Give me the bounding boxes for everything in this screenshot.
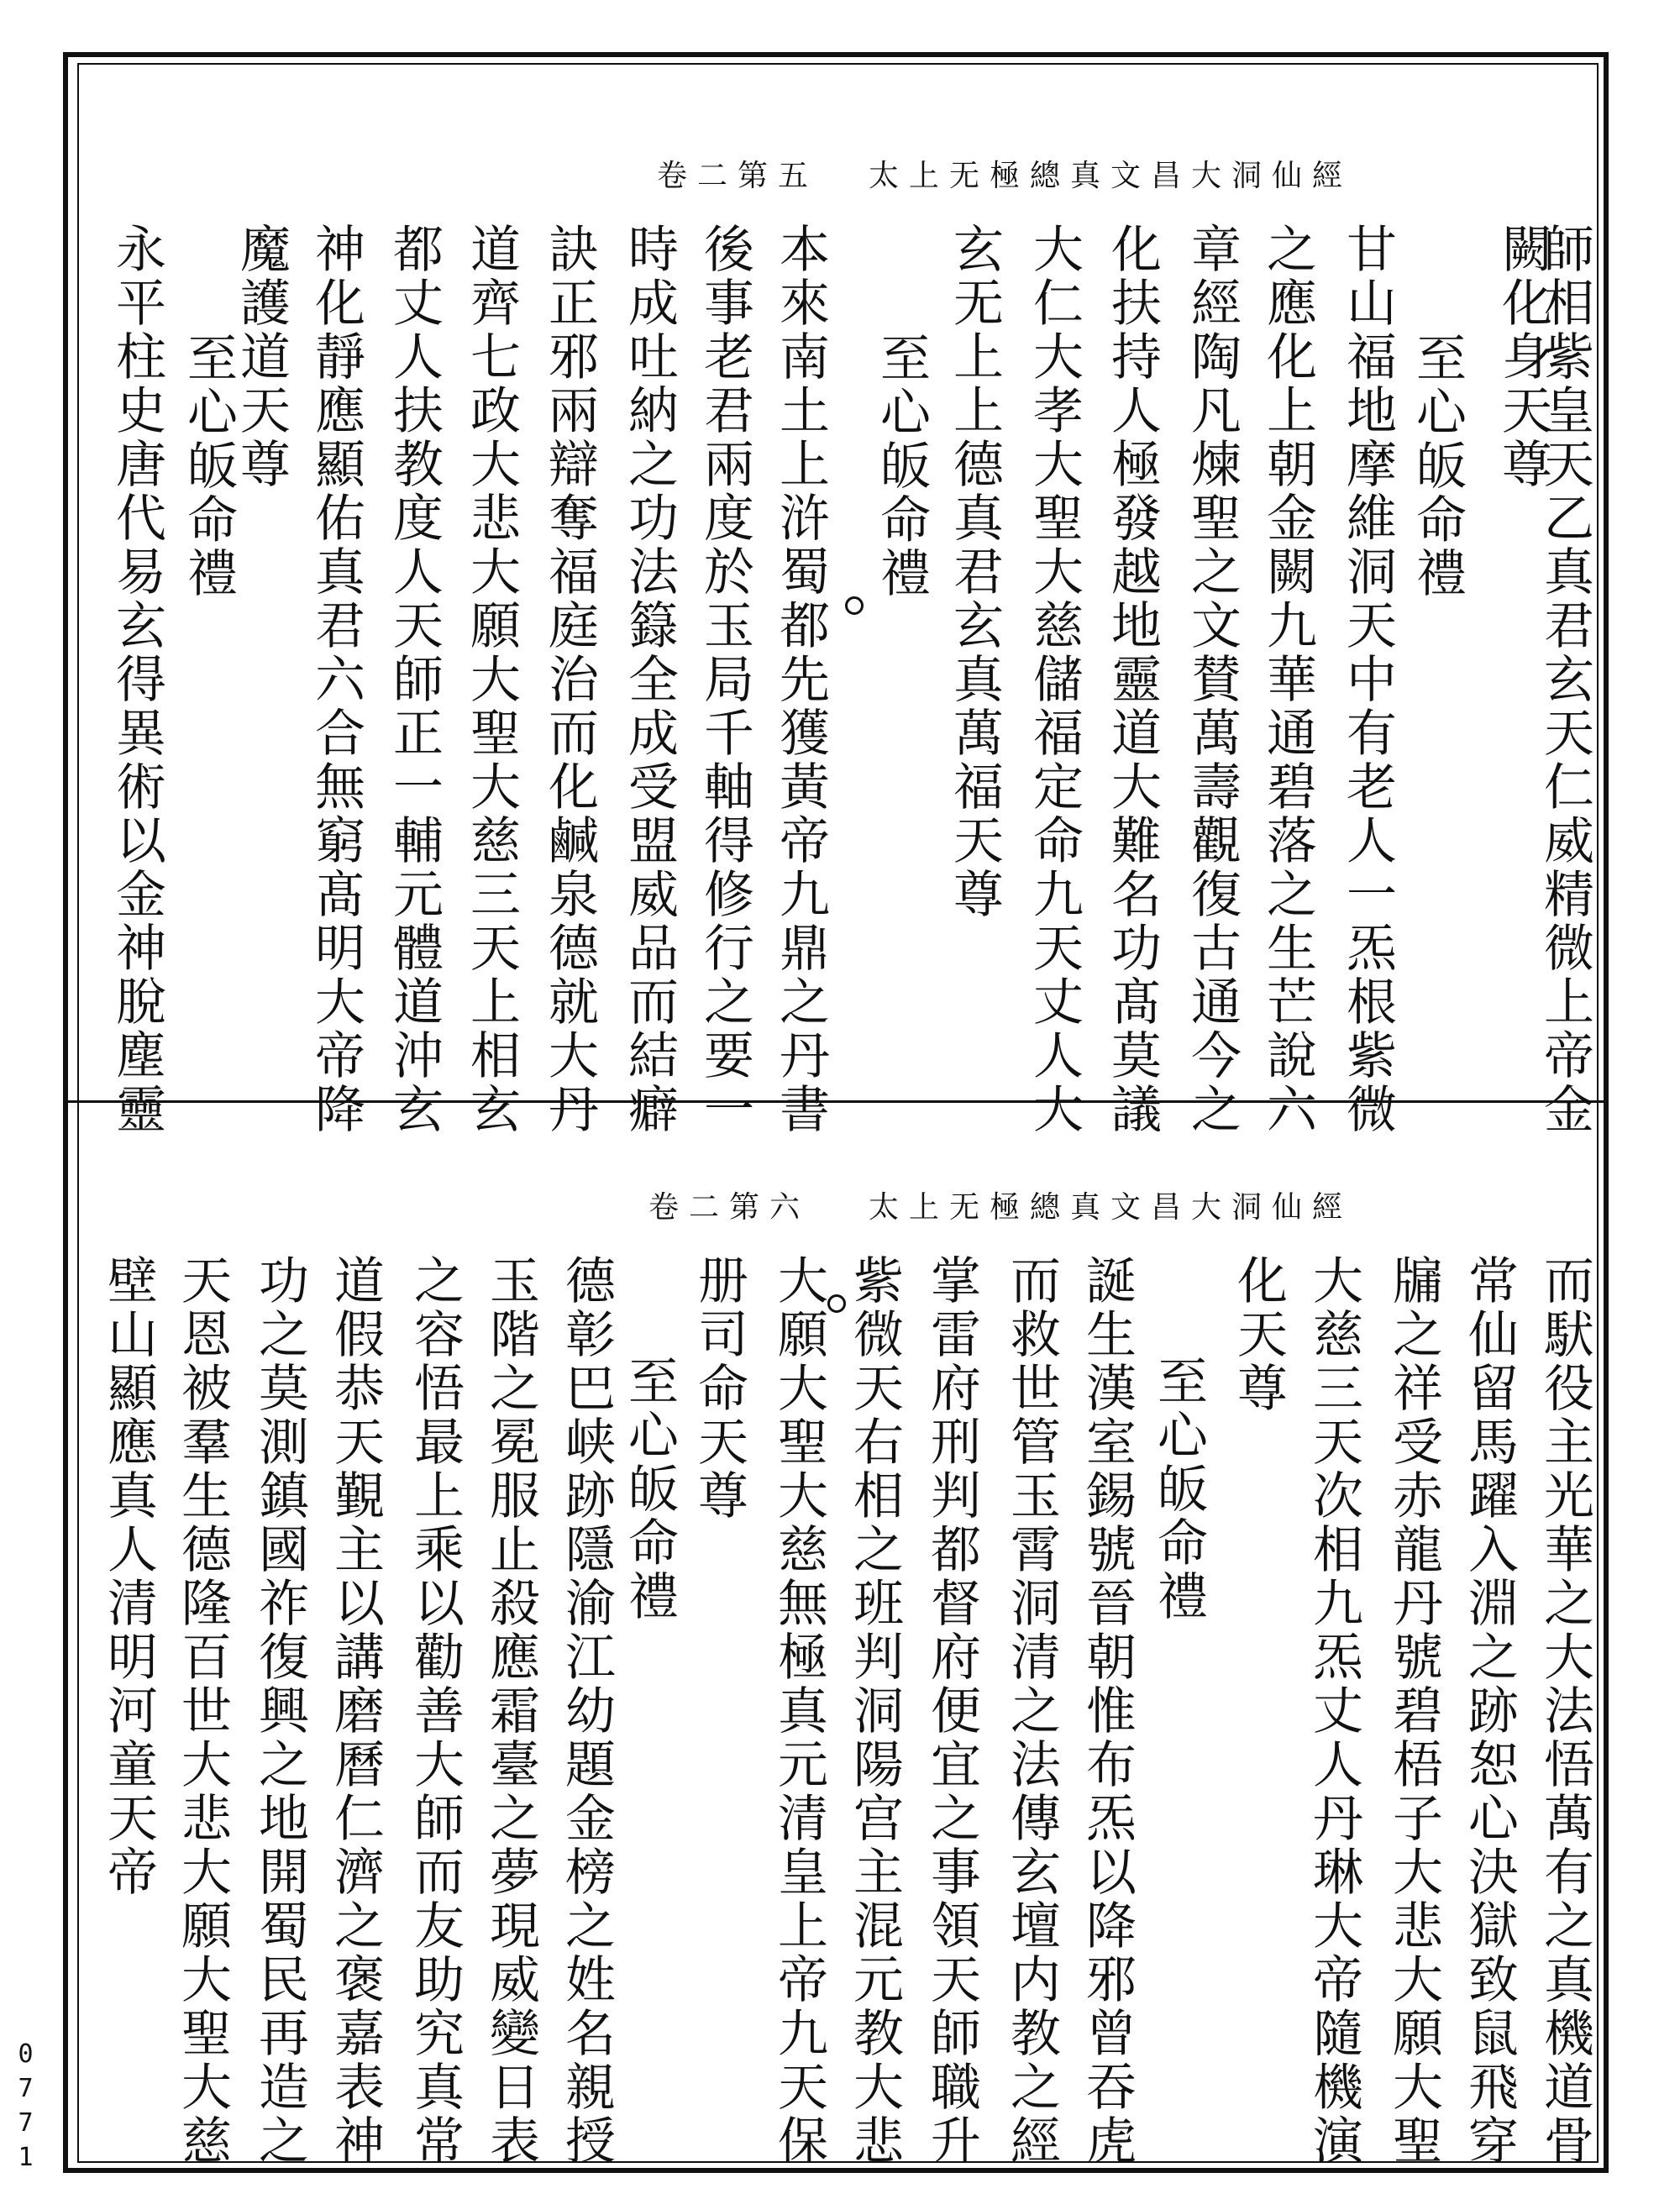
top-col-8: 大仁大孝大聖大慈儲福定命九天丈人大 [1025, 223, 1084, 1136]
bottom-col-11: 大願大聖大慈無極真元清皇上帝九天保 [769, 1254, 828, 2168]
top-col-18: 魔護道天尊 [232, 223, 291, 491]
top-col-4: 甘山福地摩維洞天中有老人一炁根紫微 [1338, 223, 1397, 1136]
punctuation-circle [845, 596, 864, 615]
top-col-15: 道齊七政大悲大願大聖大慈三天上相玄 [462, 223, 521, 1136]
top-col-2: 闕化身天尊 [1494, 223, 1552, 491]
top-col-19: 至心皈命禮 [179, 332, 238, 601]
bottom-col-13: 至心皈命禮 [620, 1355, 679, 1624]
top-col-7: 化扶持人極發越地靈道大難名功髙莫議 [1103, 223, 1162, 1136]
bottom-col-17: 道假恭天覲主以講磨曆仁濟之褒嘉表神 [326, 1254, 385, 2168]
top-col-16: 都丈人扶教度人天師正一輔元體道沖玄 [385, 223, 444, 1136]
top-col-11: 本來南土上浒蜀都先獲黃帝九鼎之丹書 [771, 223, 830, 1136]
top-col-5: 之應化上朝金闕九華通碧落之生芒說六 [1258, 223, 1317, 1136]
bottom-col-9: 掌雷府刑判都督府便宜之事領天師職升 [922, 1254, 981, 2168]
top-col-20: 永平柱史唐代易玄得異術以金神脫塵靈 [108, 223, 166, 1136]
top-col-6: 章經陶凡煉聖之文賛萬壽觀復古通今之 [1183, 223, 1242, 1136]
bottom-col-15: 玉階之冕服止殺應霜臺之夢現威變日表 [481, 1254, 540, 2168]
top-col-12: 後事老君兩度於玉局千軸得修行之要一 [696, 223, 754, 1136]
top-col-9: 玄无上上德真君玄真萬福天尊 [945, 223, 1004, 921]
bottom-header-volume: 卷二第六 [648, 1190, 811, 1225]
top-col-10: 至心皈命禮 [872, 332, 931, 601]
bottom-col-3: 牖之祥受赤龍丹號碧梧子大悲大願大聖 [1384, 1254, 1443, 2168]
bottom-col-19: 天恩被羣生德隆百世大悲大願大聖大慈 [173, 1254, 232, 2168]
bottom-header-title: 太上无極總真文昌大洞仙經 [869, 1190, 1353, 1225]
bottom-col-7: 誕生漢室錫號晉朝惟布炁以降邪曾吞虎 [1078, 1254, 1137, 2168]
bottom-col-2: 常仙留馬躍入淵之跡恕心決獄致鼠飛穿 [1460, 1254, 1519, 2168]
bottom-col-6: 至心皈命禮 [1149, 1355, 1208, 1624]
top-col-1: 師相紫皇天乙真君玄天仁威精微上帝金 [1536, 223, 1594, 1136]
bottom-col-4: 大慈三天次相九炁丈人丹琳大帝隨機演 [1305, 1254, 1363, 2168]
bottom-col-10: 紫微天右相之班判洞陽宫主混元教大悲 [845, 1254, 904, 2168]
punctuation-circle [827, 1294, 846, 1313]
page-number: 0771 [11, 2039, 40, 2177]
bottom-col-12: 册司命天尊 [690, 1254, 748, 1523]
top-header-volume: 卷二第五 [657, 159, 819, 193]
top-col-13: 時成吐納之功法籙全成受盟威品而結癖 [620, 223, 679, 1136]
bottom-col-20: 壁山顯應真人清明河童天帝 [99, 1254, 158, 1899]
bottom-col-18: 功之莫測鎮國祚復興之地開蜀民再造之 [250, 1254, 309, 2168]
top-col-14: 訣正邪兩辯奪福庭治而化鹹泉德就大丹 [540, 223, 599, 1136]
bottom-col-5: 化天尊 [1229, 1254, 1288, 1415]
bottom-col-1: 而䭾役主光華之大法悟萬有之真機道骨 [1536, 1254, 1594, 2168]
top-col-3: 至心皈命禮 [1408, 332, 1467, 601]
top-col-17: 神化靜應顯佑真君六合無窮髙明大帝降 [307, 223, 365, 1136]
bottom-page [77, 1103, 1599, 2168]
bottom-col-14: 德彰巴峡跡隱渝江幼題金榜之姓名親授 [557, 1254, 616, 2168]
bottom-col-16: 之容悟最上乘以勸善大師而友助究真常 [406, 1254, 465, 2168]
bottom-col-8: 而救世管玉霄洞清之法傳玄壇内教之經 [1002, 1254, 1061, 2168]
top-header-title: 太上无極總真文昌大洞仙經 [869, 159, 1353, 193]
top-page [77, 63, 1599, 1136]
